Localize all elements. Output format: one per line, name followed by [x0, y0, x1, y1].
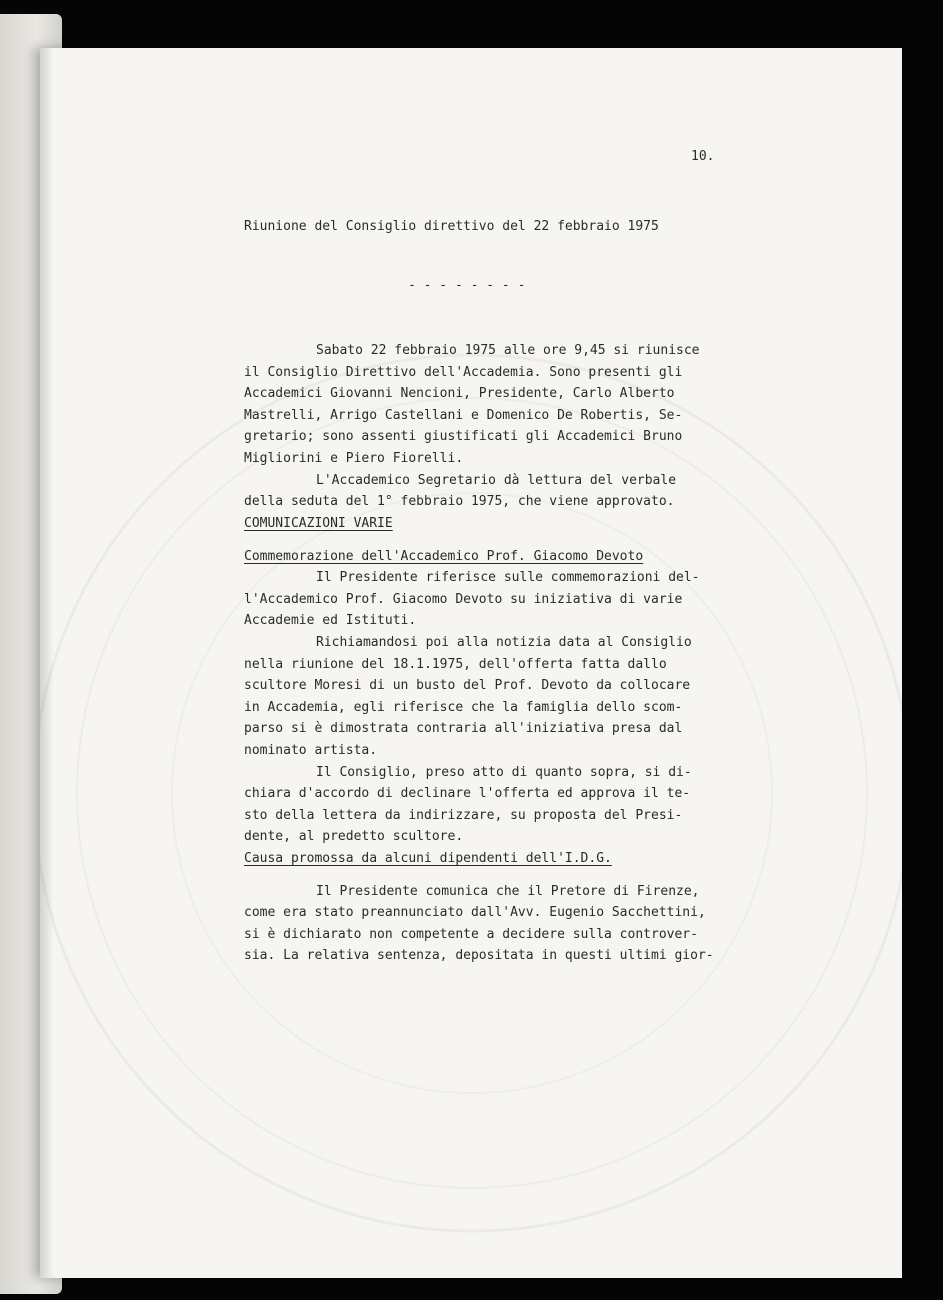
- document-page: [40, 48, 902, 1278]
- subsection-heading: Causa promossa da alcuni dipendenti dell'I.D.G.: [244, 851, 612, 866]
- text-line: Mastrelli, Arrigo Castellani e Domenico De Robertis, Se-: [244, 408, 683, 423]
- binding-shadow: [40, 48, 54, 1278]
- text-line: Richiamandosi poi alla notizia data al Consiglio: [316, 635, 692, 650]
- text-line: L'Accademico Segretario dà lettura del verbale: [316, 473, 677, 488]
- text-line: dente, al predetto scultore.: [244, 829, 464, 844]
- title-separator: - - - - - - - -: [408, 278, 526, 293]
- text-line: si è dichiarato non competente a decidere sulla controver-: [244, 927, 698, 942]
- text-line: nominato artista.: [244, 743, 378, 758]
- text-line: della seduta del 1° febbraio 1975, che viene approvato.: [244, 494, 675, 509]
- text-line: l'Accademico Prof. Giacomo Devoto su iniziativa di varie: [244, 592, 683, 607]
- text-line: Accademie ed Istituti.: [244, 613, 417, 628]
- text-line: sia. La relativa sentenza, depositata in questi ultimi gior-: [244, 948, 714, 963]
- text-line: nella riunione del 18.1.1975, dell'offerta fatta dallo: [244, 657, 667, 672]
- text-line: in Accademia, egli riferisce che la famiglia dello scom-: [244, 700, 683, 715]
- page-number: 10.: [691, 149, 715, 164]
- text-line: parso si è dimostrata contraria all'iniziativa presa dal: [244, 721, 683, 736]
- text-line: Il Presidente comunica che il Pretore di Firenze,: [316, 884, 700, 899]
- text-line: Il Presidente riferisce sulle commemorazioni del-: [316, 570, 700, 585]
- text-line: scultore Moresi di un busto del Prof. Devoto da collocare: [244, 678, 691, 693]
- text-line: come era stato preannunciato dall'Avv. Eugenio Sacchettini,: [244, 905, 706, 920]
- text-line: gretario; sono assenti giustificati gli Accademici Bruno: [244, 429, 683, 444]
- text-line: sto della lettera da indirizzare, su proposta del Presi-: [244, 808, 683, 823]
- text-line: Accademici Giovanni Nencioni, Presidente, Carlo Alberto: [244, 386, 675, 401]
- text-line: Migliorini e Piero Fiorelli.: [244, 451, 464, 466]
- text-line: il Consiglio Direttivo dell'Accademia. Sono presenti gli: [244, 365, 683, 380]
- subsection-heading: Commemorazione dell'Accademico Prof. Giacomo Devoto: [244, 549, 644, 564]
- text-line: chiara d'accordo di declinare l'offerta ed approva il te-: [244, 786, 691, 801]
- document-title: Riunione del Consiglio direttivo del 22 febbraio 1975: [244, 219, 659, 234]
- text-line: Il Consiglio, preso atto di quanto sopra, si di-: [316, 765, 692, 780]
- text-line: Sabato 22 febbraio 1975 alle ore 9,45 si riunisce: [316, 343, 700, 358]
- section-heading: COMUNICAZIONI VARIE: [244, 516, 393, 531]
